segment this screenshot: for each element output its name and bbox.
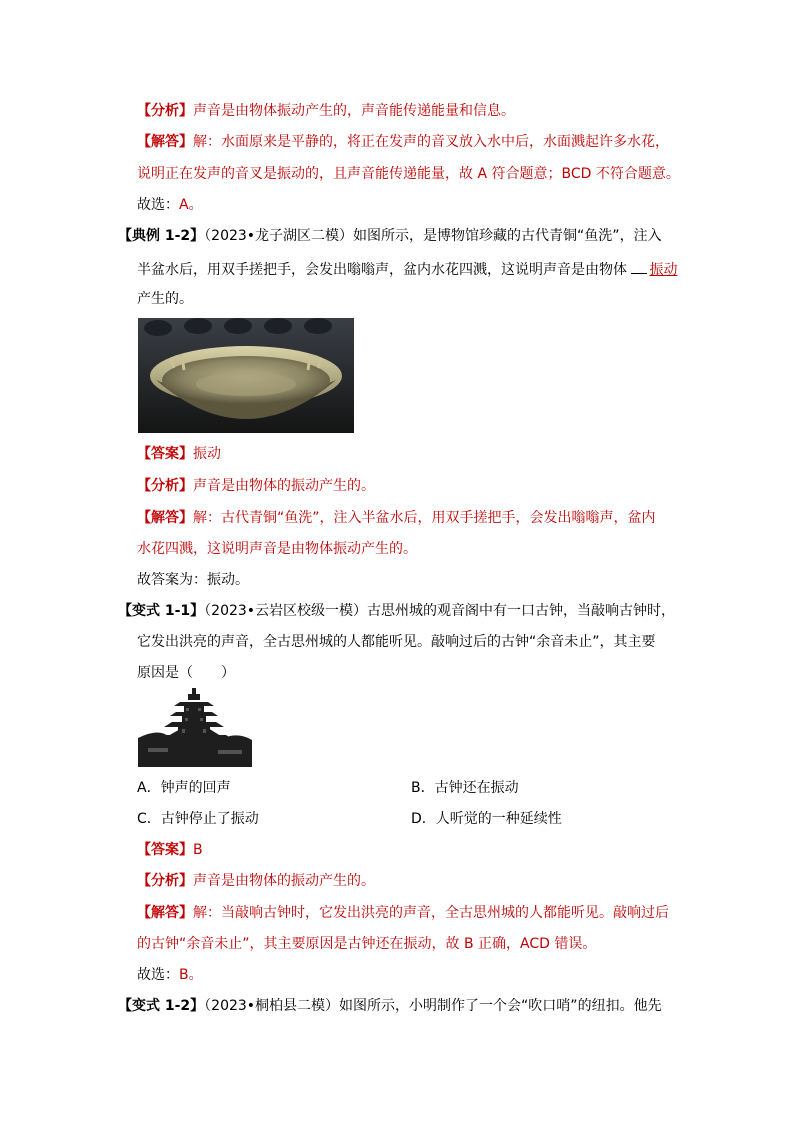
solution-line-2: 说明正在发声的音叉是振动的，且声音能传递能量，故 A 符合题意；BCD 不符合题意。: [137, 166, 680, 182]
variant-line-1: [118, 601, 675, 621]
analysis-text-3: 声音是由物体的振动产生的。: [193, 873, 375, 889]
solution-tag-3: 【解答】: [137, 905, 193, 921]
choose-label: 故选：: [137, 197, 179, 213]
analysis-tag-3: 【分析】: [137, 873, 193, 889]
choose-line: [137, 195, 203, 215]
question-tag: 【典例 1-2】: [118, 228, 205, 244]
bronze-basin-illustration: [138, 318, 354, 433]
variant-2-line-1: [118, 996, 662, 1016]
choose-label-2: 故选：: [137, 967, 179, 983]
solution-text-3: 解：古代青铜“鱼洗”，注入半盆水后，用双手搓把手，会发出嗡嗡声，盆内: [193, 510, 656, 526]
solution-line-1: [137, 132, 669, 152]
variant-2-text-1: （2023•桐柏县二模）如图所示，小明制作了一个会“吹口哨”的纽扣。他先: [204, 998, 662, 1014]
variant-tag: 【变式 1-1】: [118, 603, 205, 619]
solution-line-6: 的古钟“余音未止”，其主要原因是古钟还在振动，故 B 正确，ACD 错误。: [137, 936, 597, 952]
solution-tag-2: 【解答】: [137, 510, 193, 526]
variant-text-1: （2023•云岩区校级一模）古思州城的观音阁中有一口古钟，当敲响古钟时，: [204, 603, 676, 619]
solution-line-5: [137, 903, 669, 923]
answer-tag-2: 【答案】: [137, 842, 193, 858]
question-line-1: [118, 226, 662, 246]
option-b: B．古钟还在振动: [411, 780, 519, 796]
answer-line: [137, 444, 221, 464]
analysis-tag: 【分析】: [137, 103, 193, 119]
analysis-line-2: [137, 476, 375, 496]
analysis-tag-2: 【分析】: [137, 478, 193, 494]
pagoda-illustration: [138, 688, 252, 767]
bronze-basin-image: [138, 318, 354, 433]
question-text-2: 半盆水后，用双手搓把手，会发出嗡嗡声，盆内水花四溅，这说明声音是由物体: [137, 262, 632, 278]
variant-line-2: 它发出洪亮的声音，全古思州城的人都能听见。敲响过后的古钟“余音未止”，其主要: [137, 634, 656, 650]
solution-text-5: 解：当敲响古钟时，它发出洪亮的声音，全古思州城的人都能听见。敲响过后: [193, 905, 669, 921]
analysis-text-2: 声音是由物体的振动产生的。: [193, 478, 375, 494]
question-line-2: [137, 258, 677, 280]
option-d: D．人听觉的一种延续性: [411, 811, 562, 827]
option-a: A．钟声的回声: [137, 780, 231, 796]
pagoda-image: [138, 688, 252, 767]
solution-text-1: 解：水面原来是平静的，将正在发声的音叉放入水中后，水面溅起许多水花，: [193, 134, 669, 150]
answer-tag: 【答案】: [137, 446, 193, 462]
analysis-text: 声音是由物体振动产生的，声音能传递能量和信息。: [193, 103, 515, 119]
answer-blank: [631, 258, 647, 274]
analysis-line-3: [137, 871, 375, 891]
final-answer-line: 故答案为：振动。: [137, 572, 249, 588]
choose-value-2: B。: [179, 967, 203, 983]
question-line-3: 产生的。: [137, 291, 193, 307]
variant-line-3: 原因是（ ）: [137, 665, 235, 681]
solution-tag: 【解答】: [137, 134, 193, 150]
inline-answer: 振动: [649, 262, 678, 278]
solution-line-3: [137, 508, 656, 528]
choose-value: A。: [179, 197, 203, 213]
solution-line-4: 水花四溅，这说明声音是由物体振动产生的。: [137, 541, 417, 557]
answer-text: 振动: [193, 446, 221, 462]
choose-line-2: [137, 965, 203, 985]
answer-line-2: [137, 840, 203, 860]
option-c: C．古钟停止了振动: [137, 811, 259, 827]
question-text-1: （2023•龙子湖区二模）如图所示，是博物馆珍藏的古代青铜“鱼洗”，注入: [204, 228, 662, 244]
answer-text-2: B: [193, 842, 203, 858]
analysis-line: [137, 101, 515, 121]
variant-2-tag: 【变式 1-2】: [118, 998, 205, 1014]
